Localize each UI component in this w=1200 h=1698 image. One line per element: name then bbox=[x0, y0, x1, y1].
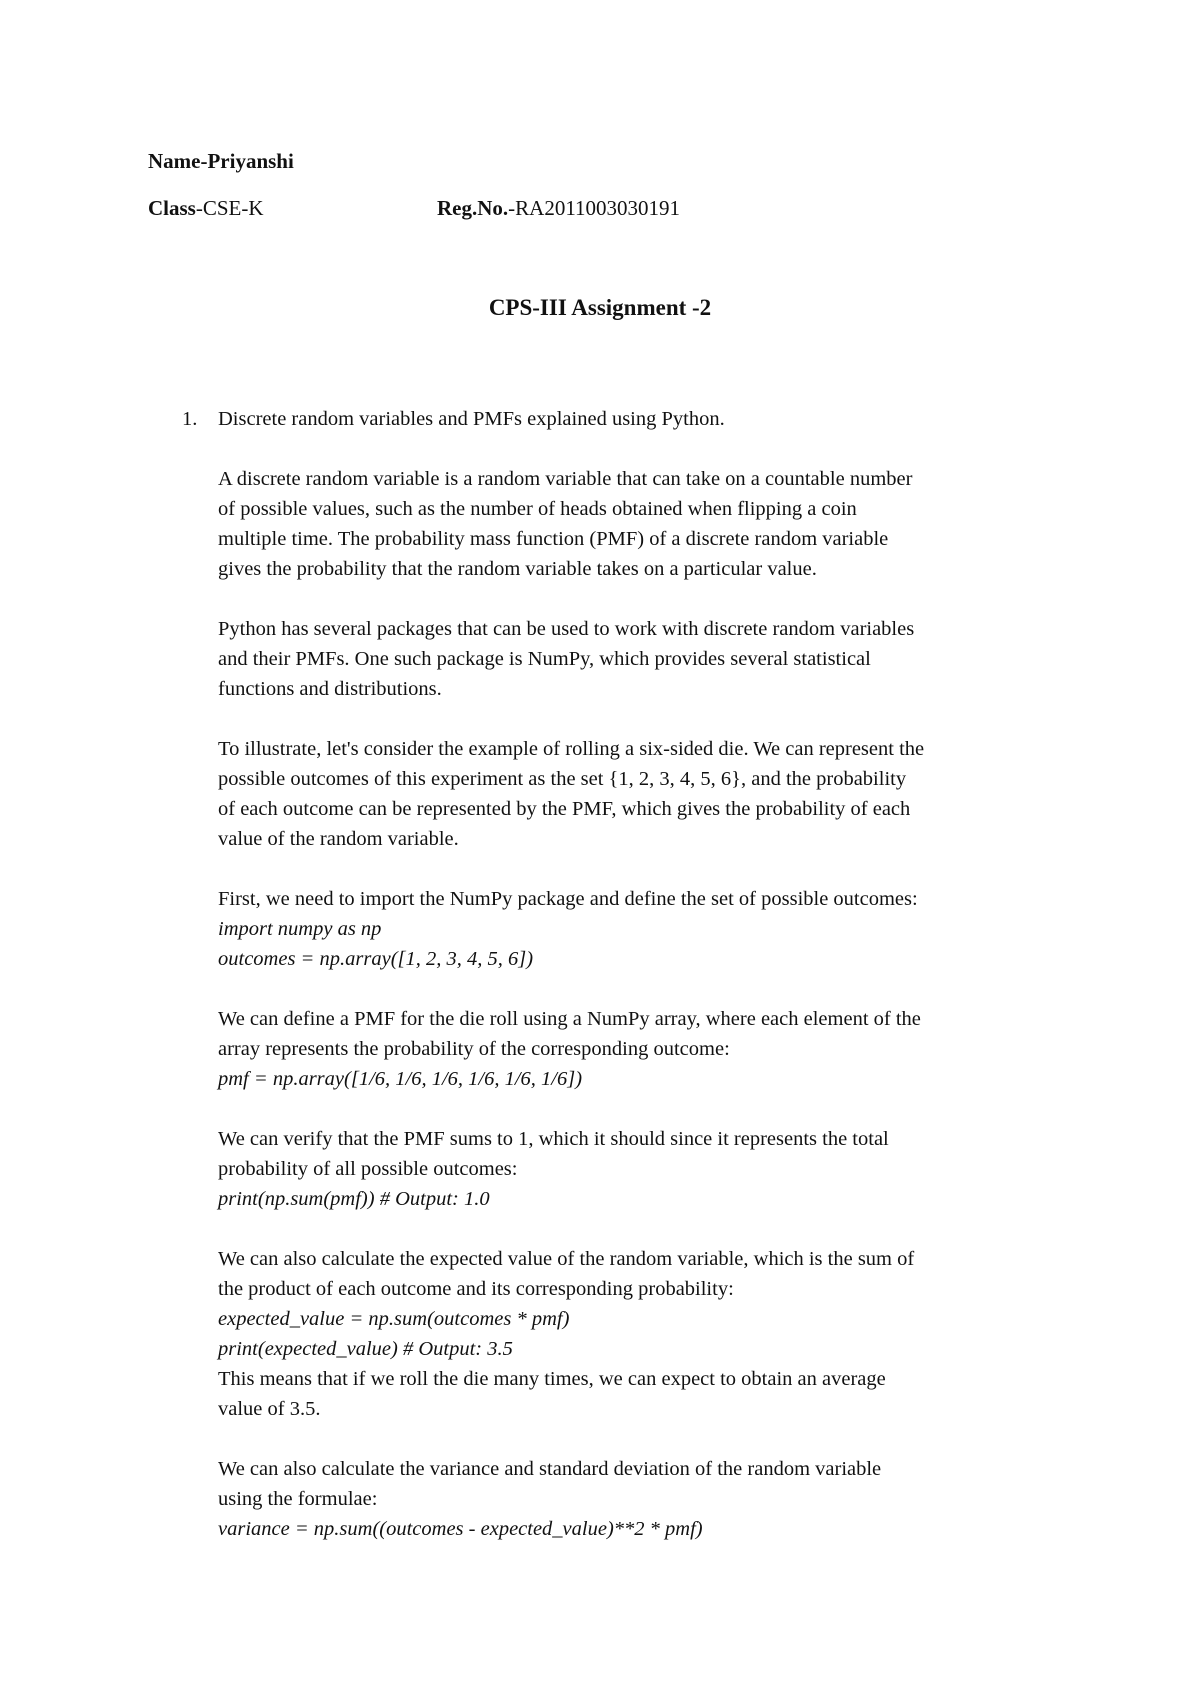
paragraph-2: Python has several packages that can be used to work with discrete random variables and their PMFs. One such package is NumPy, which provides several statistical functions and distributions. bbox=[218, 618, 915, 700]
question-1 bbox=[182, 404, 1088, 1544]
paragraph-6: We can verify that the PMF sums to 1, which it should since it represents the total probability of all possible outcomes: print(np.sum(pmf)) # Output: 1.0 bbox=[218, 1124, 1088, 1214]
paragraph-1: A discrete random variable is a random variable that can take on a countable number of possible values, such as the number of heads obtained when flipping a coin multiple time. The probability mass function (PMF) of a discrete random variable gives the probability that the random variable takes on a particular value. bbox=[218, 468, 913, 580]
paragraph-7: We can also calculate the expected value of the random variable, which is the sum of the product of each outcome and its corresponding probability: expected_value = np.sum(outcomes * pmf) print(expected_value) # Output: 3.5 This means that if we roll the die many times, we can expect to obtain an average value of 3.5. bbox=[218, 1244, 1088, 1424]
student-name: Name-Priyanshi bbox=[148, 149, 294, 173]
paragraph-8: We can also calculate the variance and standard deviation of the random variable using the formulae: variance = np.sum((outcomes - expected_value)**2 * pmf) bbox=[218, 1454, 1088, 1544]
code-line: variance = np.sum((outcomes - expected_value)**2 * pmf) bbox=[218, 1518, 703, 1540]
paragraph-3: To illustrate, let's consider the example of rolling a six-sided die. We can represent the possible outcomes of this experiment as the set {1, 2, 3, 4, 5, 6}, and the probability of each outcome can be represented by the PMF, which gives the probability of each value of the random variable. bbox=[218, 738, 925, 850]
code-line: outcomes = np.array([1, 2, 3, 4, 5, 6]) bbox=[218, 948, 534, 970]
document-title: CPS-III Assignment -2 bbox=[488, 295, 712, 320]
paragraph-4: First, we need to import the NumPy package and define the set of possible outcomes: import numpy as np outcomes = np.array([1, 2, 3, 4, 5, 6]) bbox=[218, 884, 1088, 974]
code-line: pmf = np.array([1/6, 1/6, 1/6, 1/6, 1/6, 1/6]) bbox=[218, 1068, 583, 1090]
question-number: 1. bbox=[182, 408, 198, 430]
registration-number: Reg.No.-RA2011003030191 bbox=[437, 196, 681, 220]
code-line: expected_value = np.sum(outcomes * pmf) bbox=[218, 1308, 570, 1330]
code-line: import numpy as np bbox=[218, 918, 382, 940]
question-heading: Discrete random variables and PMFs explained using Python. bbox=[218, 408, 725, 430]
student-class: Class-CSE-K bbox=[148, 196, 264, 220]
code-line: print(np.sum(pmf)) # Output: 1.0 bbox=[218, 1188, 490, 1210]
code-line: print(expected_value) # Output: 3.5 bbox=[218, 1338, 513, 1360]
paragraph-5: We can define a PMF for the die roll using a NumPy array, where each element of the array represents the probability of the corresponding outcome: pmf = np.array([1/6, 1/6, 1/6, 1/6, 1/6, 1/6]) bbox=[218, 1004, 1088, 1094]
